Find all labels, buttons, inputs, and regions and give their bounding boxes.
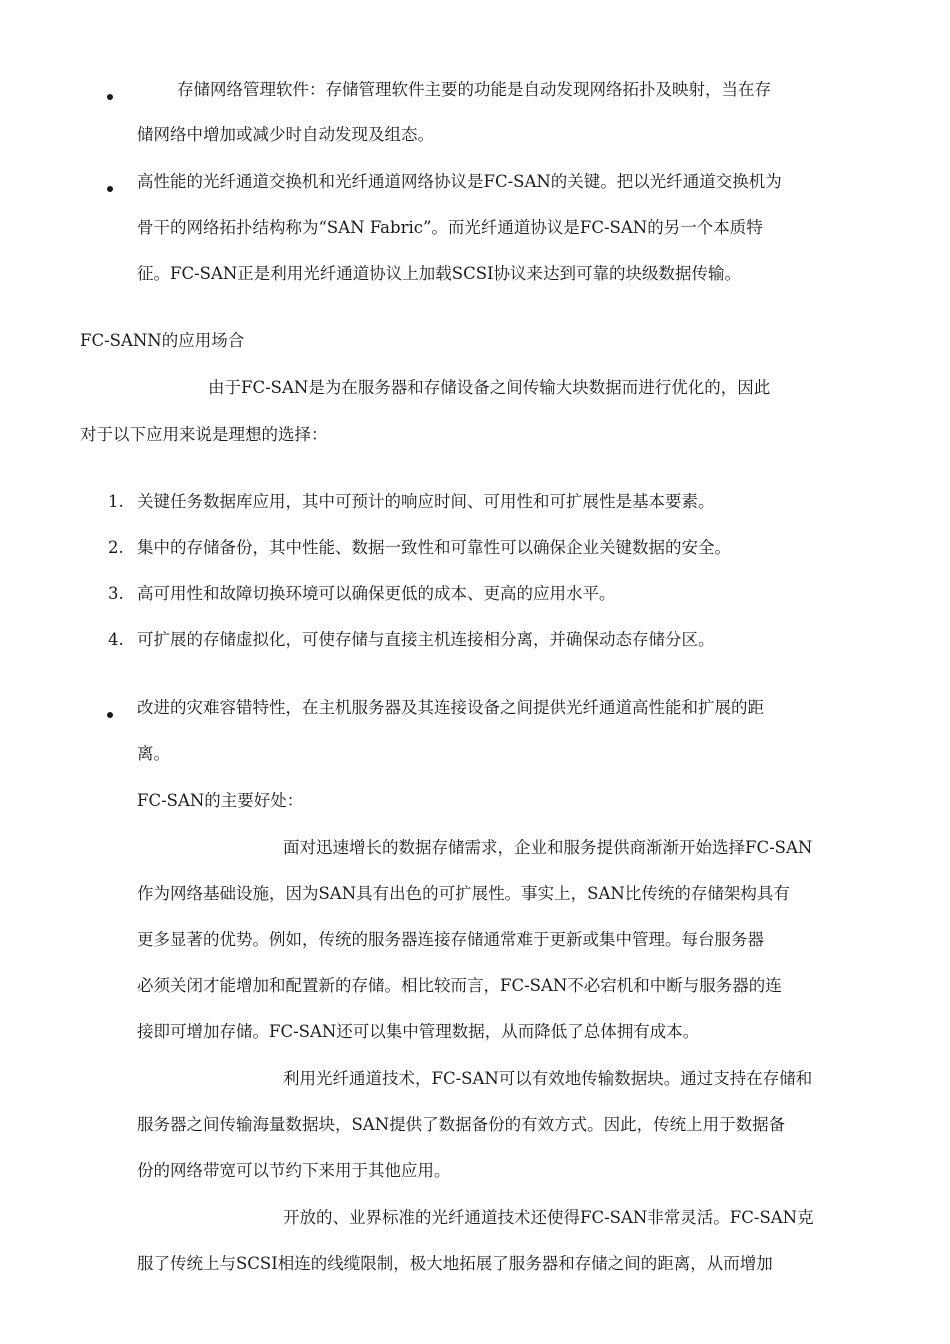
bullet-dot (107, 94, 113, 100)
bullet-dot (107, 712, 113, 718)
list-item-2: 集中的存储备份，其中性能、数据一致性和可靠性可以确保企业关键数据的安全。 (137, 538, 731, 557)
bullet-dot (107, 186, 113, 192)
list-item-3: 高可用性和故障切换环境可以确保更低的成本、更高的应用水平。 (137, 584, 616, 603)
bullet-1-line-2: 储网络中增加或减少时自动发现及组态。 (137, 125, 434, 144)
list-number: 2. (108, 538, 124, 557)
bullet-1-line-1: 存储网络管理软件：存储管理软件主要的功能是自动发现网络拓扑及映射，当在存 (177, 80, 771, 99)
intro-line-1: 由于FC-SAN是为在服务器和存储设备之间传输大块数据而进行优化的，因此 (208, 378, 771, 397)
bullet-3-line-2: 离。 (137, 744, 170, 763)
benefits-heading: FC-SAN的主要好处： (137, 791, 304, 810)
list-number: 3. (108, 584, 124, 603)
paragraph-2-line-2: 服务器之间传输海量数据块，SAN提供了数据备份的有效方式。因此，传统上用于数据备 (137, 1115, 786, 1134)
paragraph-1-line-3: 更多显著的优势。例如，传统的服务器连接存储通常难于更新或集中管理。每台服务器 (137, 930, 764, 949)
list-number: 1. (108, 492, 124, 511)
paragraph-1-line-1: 面对迅速增长的数据存储需求，企业和服务提供商渐渐开始选择FC-SAN (283, 838, 813, 857)
list-item-4: 可扩展的存储虚拟化，可使存储与直接主机连接相分离，并确保动态存储分区。 (137, 630, 715, 649)
paragraph-2-line-1: 利用光纤通道技术，FC-SAN可以有效地传输数据块。通过支持在存储和 (283, 1069, 813, 1088)
bullet-2-line-2: 骨干的网络拓扑结构称为“SAN Fabric”。而光纤通道协议是FC-SAN的另一个本质特 (137, 218, 763, 237)
paragraph-3-line-1: 开放的、业界标准的光纤通道技术还使得FC-SAN非常灵活。FC-SAN克 (283, 1208, 814, 1227)
section-heading: FC-SANN的应用场合 (80, 331, 245, 350)
paragraph-2-line-3: 份的网络带宽可以节约下来用于其他应用。 (137, 1161, 451, 1180)
bullet-2-line-1: 高性能的光纤通道交换机和光纤通道网络协议是FC-SAN的关键。把以光纤通道交换机为 (137, 172, 782, 191)
bullet-3-line-1: 改进的灾难容错特性，在主机服务器及其连接设备之间提供光纤通道高性能和扩展的距 (137, 698, 764, 717)
list-number: 4. (108, 630, 124, 649)
paragraph-1-line-4: 必须关闭才能增加和配置新的存储。相比较而言，FC-SAN不必宕机和中断与服务器的连 (137, 976, 782, 995)
paragraph-1-line-5: 接即可增加存储。FC-SAN还可以集中管理数据，从而降低了总体拥有成本。 (137, 1022, 700, 1041)
paragraph-1-line-2: 作为网络基础设施，因为SAN具有出色的可扩展性。事实上，SAN比传统的存储架构具有 (137, 884, 790, 903)
bullet-2-line-3: 征。FC-SAN正是利用光纤通道协议上加载SCSI协议来达到可靠的块级数据传输。 (137, 264, 742, 283)
paragraph-3-line-2: 服了传统上与SCSI相连的线缆限制，极大地拓展了服务器和存储之间的距离，从而增加 (137, 1254, 773, 1273)
list-item-1: 关键任务数据库应用，其中可预计的响应时间、可用性和可扩展性是基本要素。 (137, 492, 715, 511)
intro-line-2: 对于以下应用来说是理想的选择： (80, 425, 328, 444)
